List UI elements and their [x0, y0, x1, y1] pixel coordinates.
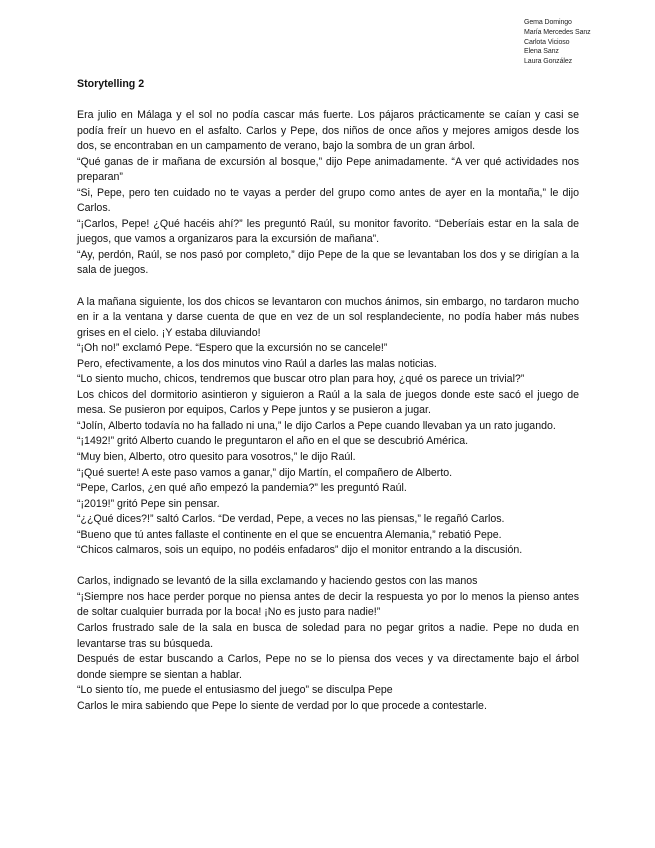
paragraph: “Pepe, Carlos, ¿en qué año empezó la pandemia?” les preguntó Raúl.	[77, 482, 407, 495]
paragraph: Carlos frustrado sale de la sala en busca de soledad para no pegar gritos a nadie. Pepe no duda en levantarse tras su búsqueda.	[77, 621, 579, 650]
paragraph: “Lo siento tío, me puede el entusiasmo del juego” se disculpa Pepe	[77, 684, 393, 697]
paragraph: “Muy bien, Alberto, otro quesito para vosotros,” le dijo Raúl.	[77, 450, 356, 463]
paragraph: “Bueno que tú antes fallaste el continente en el que se encuentra Alemania,” rebatió Pepe.	[77, 528, 502, 541]
author-name: María Mercedes Sanz	[524, 28, 591, 36]
paragraph-spacer	[77, 279, 579, 295]
paragraph: “¿¿Qué dices?!” saltó Carlos. “De verdad, Pepe, a veces no las piensas,” le regañó Carlos.	[77, 513, 505, 526]
paragraph: “Chicos calmaros, sois un equipo, no podéis enfadaros” dijo el monitor entrando a la discusión.	[77, 544, 523, 557]
paragraph: “¡Carlos, Pepe! ¿Qué hacéis ahí?” les preguntó Raúl, su monitor favorito. “Deberíais estar en la sala de juegos, que vamos a organizaros para la excursión de mañana”.	[77, 217, 579, 246]
paragraph: Era julio en Málaga y el sol no podía cascar más fuerte. Los pájaros prácticamente se caían y casi se podía freír un huevo en el asfalto. Carlos y Pepe, dos niños de once años y mejores amigos desde los dos, se encontraban en un campamento de verano, bajo la sombra de un gran árbol.	[77, 109, 579, 153]
paragraph: “Jolín, Alberto todavía no ha fallado ni una,” le dijo Carlos a Pepe cuando llevaban ya un rato jugando.	[77, 419, 556, 432]
paragraph: “Lo siento mucho, chicos, tendremos que buscar otro plan para hoy, ¿qué os parece un trivial?”	[77, 373, 525, 386]
paragraph: “Ay, perdón, Raúl, se nos pasó por completo,” dijo Pepe de la que se levantaban los dos y se dirigían a la sala de juegos.	[77, 248, 579, 277]
paragraph-spacer	[77, 559, 579, 575]
paragraph: “Qué ganas de ir mañana de excursión al bosque,” dijo Pepe animadamente. “A ver qué actividades nos preparan”	[77, 155, 579, 184]
paragraph: Carlos, indignado se levantó de la silla exclamando y haciendo gestos con las manos	[77, 575, 478, 588]
author-name: Carlota Vicioso	[524, 38, 570, 46]
paragraph: Después de estar buscando a Carlos, Pepe no se lo piensa dos veces y va directamente bajo el árbol donde siempre se sientan a hablar.	[77, 653, 579, 681]
paragraph: “¡Siempre nos hace perder porque no piensa antes de decir la respuesta yo por lo menos la pienso antes de soltar cualquier burrada por la boca! ¡No es justo para nadie!”	[77, 590, 579, 619]
paragraph: “¡2019!” gritó Pepe sin pensar.	[77, 497, 220, 510]
paragraph: Carlos le mira sabiendo que Pepe lo siente de verdad por lo que procede a contestarle.	[77, 699, 487, 712]
paragraph: Pero, efectivamente, a los dos minutos vino Raúl a darles las malas noticias.	[77, 357, 437, 370]
story-body	[77, 108, 579, 714]
author-name: Gema Domingo	[524, 19, 572, 26]
paragraph: Los chicos del dormitorio asintieron y siguieron a Raúl a la sala de juegos donde este sacó el juego de mesa. Se pusieron por equipos, Carlos y Pepe juntos y se pusieron a jugar.	[77, 388, 579, 417]
author-name: Elena Sanz	[524, 48, 559, 56]
paragraph: A la mañana siguiente, los dos chicos se levantaron con muchos ánimos, sin embargo, no tardaron mucho en ir a la ventana y darse cuenta de que en vez de un sol resplandeciente, no podía haber más nubes grises en el cielo. ¡Y estaba diluviando!	[77, 295, 579, 339]
document-title: Storytelling 2	[77, 78, 145, 90]
paragraph: “Si, Pepe, pero ten cuidado no te vayas a perder del grupo como antes de ayer en la montaña,” le dijo Carlos.	[77, 186, 579, 215]
paragraph: “¡1492!” gritó Alberto cuando le preguntaron el año en el que se descubrió América.	[77, 435, 469, 448]
paragraph: “¡Oh no!” exclamó Pepe. “Espero que la excursión no se cancele!”	[77, 342, 388, 355]
paragraph: “¡Qué suerte! A este paso vamos a ganar,” dijo Martín, el compañero de Alberto.	[77, 466, 453, 479]
author-list	[524, 18, 591, 67]
author-name: Laura González	[524, 58, 573, 66]
